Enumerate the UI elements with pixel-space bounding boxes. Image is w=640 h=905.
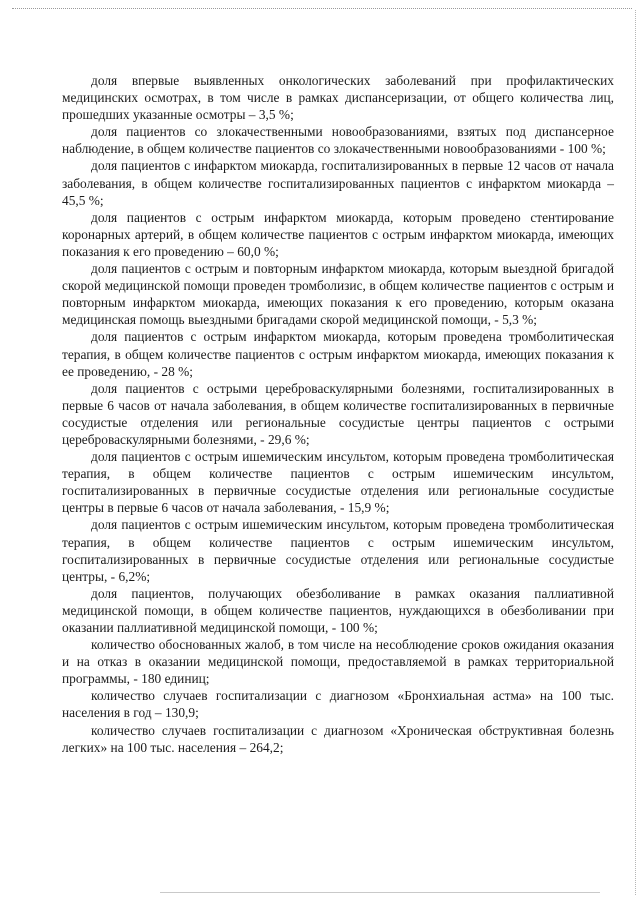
document-body xyxy=(62,72,614,756)
paragraph-oncology-detection: доля впервые выявленных онкологических заболеваний при профилактических медицинских осмотрах, в том числе в рамках диспансеризации, от общего количества лиц, прошедших указанные осмотры – 3,5 %; xyxy=(62,73,614,123)
paragraph-cerebrovascular-6h: доля пациентов с острыми цереброваскулярными болезнями, госпитализированных в первые 6 часов от начала заболевания, в общем количестве госпитализированных в первичные сосудистые отделения или региональные сосудистые центры пациентов с острыми цереброваскулярными болезнями, - 29,6 %; xyxy=(62,380,614,447)
paragraph-asthma-hospitalization: количество случаев госпитализации с диагнозом «Бронхиальная астма» на 100 тыс. населения в год – 130,9; xyxy=(62,688,614,721)
paragraph-mi-thrombolytic-therapy: доля пациентов с острым инфарктом миокарда, которым проведена тромболитическая терапия, в общем количестве пациентов с острым инфарктом миокарда, имеющих показания к ее проведению, - 28 %; xyxy=(62,329,614,379)
paragraph-mi-thrombolysis-ambulance: доля пациентов с острым и повторным инфарктом миокарда, которым выездной бригадой скорой медицинской помощи проведен тромболизис, в общем количестве пациентов с острым и повторным инфарктом миокарда, имеющих показания к его проведению, которым оказана медицинская помощь выездными бригадами скорой медицинской помощи, - 5,3 %; xyxy=(62,261,614,328)
paragraph-stroke-thrombolysis-total: доля пациентов с острым ишемическим инсультом, которым проведена тромболитическая терапия, в общем количестве пациентов с острым ишемическим инсультом, госпитализированных в первичные сосудистые отделения или региональные сосудистые центры, - 6,2%; xyxy=(62,517,614,584)
scan-right-edge-line xyxy=(635,10,636,895)
scan-top-edge-line xyxy=(12,8,632,9)
scan-bottom-edge-line xyxy=(160,892,600,893)
paragraph-palliative-analgesia: доля пациентов, получающих обезболивание в рамках оказания паллиативной медицинской помощи, в общем количестве пациентов, нуждающихся в обезболивании при оказании паллиативной медицинской помощи, - 100 %; xyxy=(62,585,614,635)
paragraph-mi-hospitalized-12h: доля пациентов с инфарктом миокарда, госпитализированных в первые 12 часов от начала заболевания, в общем количестве госпитализированных пациентов с инфарктом миокарда – 45,5 %; xyxy=(62,158,614,208)
paragraph-mi-stenting: доля пациентов с острым инфарктом миокарда, которым проведено стентирование коронарных артерий, в общем количестве пациентов с острым инфарктом миокарда, имеющих показания к его проведению – 60,0 %; xyxy=(62,209,614,259)
paragraph-complaints: количество обоснованных жалоб, в том числе на несоблюдение сроков ожидания оказания и на отказ в оказании медицинской помощи, предоставляемой в рамках территориальной программы, - 180 единиц; xyxy=(62,637,614,687)
paragraph-stroke-thrombolysis-6h: доля пациентов с острым ишемическим инсультом, которым проведена тромболитическая терапия, в общем количестве пациентов с острым ишемическим инсультом, госпитализированных в первичные сосудистые отделения или региональные сосудистые центры в первые 6 часов от начала заболевания, - 15,9 %; xyxy=(62,449,614,516)
paragraph-copd-hospitalization: количество случаев госпитализации с диагнозом «Хроническая обструктивная болезнь легких» на 100 тыс. населения – 264,2; xyxy=(62,722,614,755)
paragraph-oncology-dispensary: доля пациентов со злокачественными новообразованиями, взятых под диспансерное наблюдение, в общем количестве пациентов со злокачественными новообразованиями - 100 %; xyxy=(62,124,614,157)
